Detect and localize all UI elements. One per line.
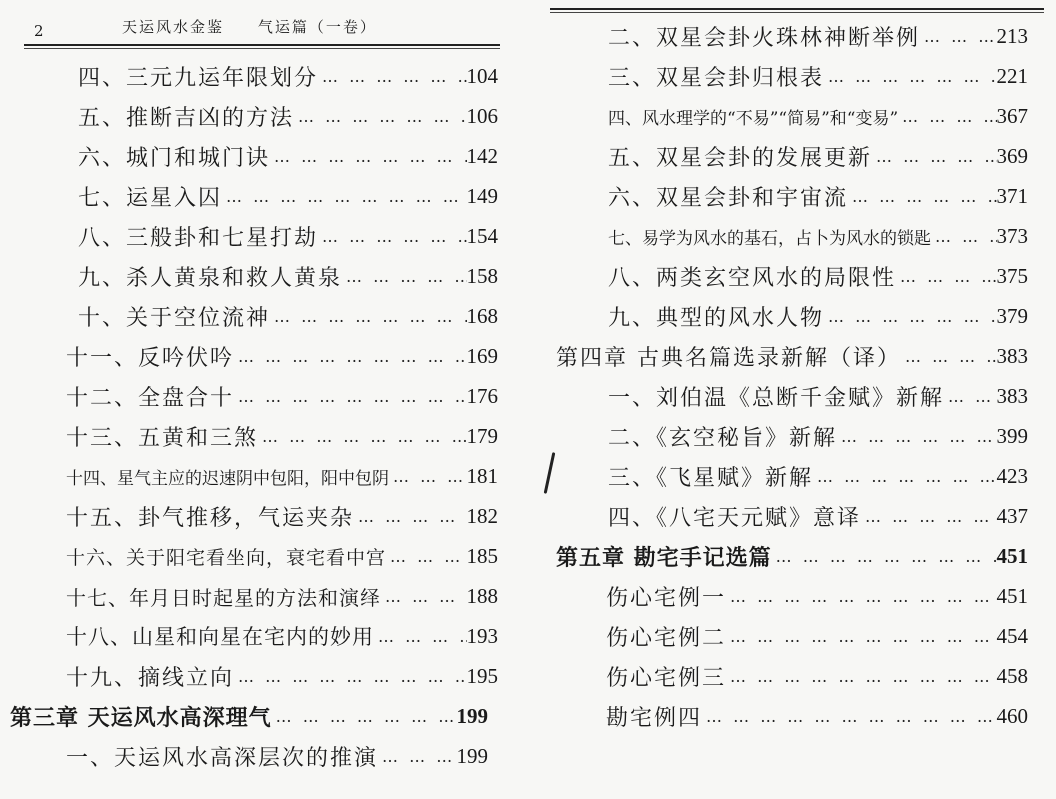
leader-dots xyxy=(381,587,467,606)
leader-dots xyxy=(342,267,466,286)
leader-dots xyxy=(270,147,466,166)
toc-title: 伤心宅例一 xyxy=(606,585,727,611)
toc-page: 454 xyxy=(996,623,1028,648)
leader-dots xyxy=(234,667,466,686)
toc-page: 158 xyxy=(466,263,498,288)
toc-page: 451 xyxy=(996,543,1028,568)
leader-dots xyxy=(896,267,996,286)
toc-page: 193 xyxy=(466,623,498,648)
leader-dots xyxy=(702,707,996,726)
toc-title: 一、天运风水高深层次的推演 xyxy=(66,745,379,771)
toc-page: 168 xyxy=(466,303,498,328)
toc-entry[interactable] xyxy=(66,616,498,656)
toc-entry[interactable] xyxy=(78,296,498,336)
toc-title: 十六、关于阳宅看坐向，衰宅看中宫 xyxy=(66,546,387,569)
toc-chapter[interactable] xyxy=(556,336,1028,376)
header-rule xyxy=(24,44,500,46)
toc-page: 373 xyxy=(996,223,1028,248)
leader-dots xyxy=(726,587,996,606)
leader-dots xyxy=(389,467,467,486)
toc-title: 四、三元九运年限划分 xyxy=(78,65,319,91)
toc-page: 371 xyxy=(996,183,1028,208)
toc-entry[interactable] xyxy=(78,176,498,216)
toc-entry[interactable] xyxy=(78,256,498,296)
toc-page: 185 xyxy=(466,543,498,568)
toc-title: 十一、反吟伏吟 xyxy=(66,345,235,371)
toc-title: 七、运星入囚 xyxy=(78,185,223,211)
toc-title: 第三章 天运风水高深理气 xyxy=(10,704,272,731)
toc-page: 460 xyxy=(996,703,1028,728)
toc-page: 169 xyxy=(466,343,498,368)
toc-title: 十二、全盘合十 xyxy=(66,385,235,411)
toc-entry[interactable] xyxy=(606,656,1028,696)
leader-dots xyxy=(824,307,996,326)
toc-entry[interactable] xyxy=(606,576,1028,616)
toc-entry[interactable] xyxy=(66,736,488,776)
leader-dots xyxy=(272,707,457,726)
toc-title: 九、杀人黄泉和救人黄泉 xyxy=(78,265,343,291)
toc-title: 伤心宅例三 xyxy=(606,665,727,691)
leader-dots xyxy=(824,67,996,86)
toc-page: 423 xyxy=(996,463,1028,488)
toc-page: 182 xyxy=(466,503,498,528)
toc-entry[interactable] xyxy=(66,536,498,576)
toc-title: 十八、山星和向星在宅内的妙用 xyxy=(66,625,374,649)
running-head-title: 天运风水金鉴 气运篇（一卷） xyxy=(122,18,377,36)
toc-title: 十、关于空位流神 xyxy=(78,305,271,331)
toc-entry[interactable] xyxy=(608,216,1028,256)
toc-page: 379 xyxy=(996,303,1028,328)
toc-title: 十三、五黄和三煞 xyxy=(66,425,259,451)
toc-page: 176 xyxy=(466,383,498,408)
toc-title: 五、双星会卦的发展更新 xyxy=(608,145,873,171)
toc-title: 六、城门和城门诀 xyxy=(78,145,271,171)
page-number: 2 xyxy=(34,22,44,40)
toc-page: 199 xyxy=(456,743,488,768)
toc-entry[interactable] xyxy=(606,696,1028,736)
toc-entry[interactable] xyxy=(608,176,1028,216)
leader-dots xyxy=(378,747,456,766)
toc-entry[interactable] xyxy=(66,496,498,536)
toc-title: 伤心宅例二 xyxy=(606,625,727,651)
toc-page: 181 xyxy=(466,463,498,488)
leader-dots xyxy=(901,347,997,366)
toc-title: 第四章 古典名篇选录新解（译） xyxy=(556,345,901,371)
right-page xyxy=(538,0,1056,799)
leader-dots xyxy=(920,27,996,46)
header-rule xyxy=(550,8,1044,10)
toc-page: 195 xyxy=(466,663,498,688)
toc-title: 四、风水理学的“不易”“简易”和“变易” xyxy=(608,108,899,129)
header-rule-thin xyxy=(24,48,500,49)
toc-entry[interactable] xyxy=(78,216,498,256)
leader-dots xyxy=(726,667,996,686)
leader-dots xyxy=(772,547,997,566)
toc-page: 367 xyxy=(996,103,1028,128)
toc-entry[interactable] xyxy=(78,96,498,136)
leader-dots xyxy=(848,187,996,206)
toc-page: 383 xyxy=(996,383,1028,408)
toc-title: 第五章 勘宅手记选篇 xyxy=(556,544,772,571)
toc-page: 437 xyxy=(996,503,1028,528)
toc-entry[interactable] xyxy=(608,136,1028,176)
toc-entry[interactable] xyxy=(608,296,1028,336)
toc-entry[interactable] xyxy=(66,456,498,496)
toc-title: 二、《玄空秘旨》新解 xyxy=(608,425,838,451)
toc-page: 149 xyxy=(466,183,498,208)
toc-entry[interactable] xyxy=(66,416,498,456)
toc-title: 十九、摘线立向 xyxy=(66,665,235,691)
toc-page: 383 xyxy=(996,343,1028,368)
leader-dots xyxy=(294,107,466,126)
toc-page: 199 xyxy=(456,703,488,728)
toc-title: 十五、卦气推移，气运夹杂 xyxy=(66,505,355,531)
leader-dots xyxy=(837,427,996,446)
toc-entry[interactable] xyxy=(608,256,1028,296)
toc-page: 154 xyxy=(466,223,498,248)
leader-dots xyxy=(898,107,996,126)
toc-title: 十四、星气主应的迟速阴中包阳，阳中包阴 xyxy=(66,468,389,489)
toc-page: 188 xyxy=(466,583,498,608)
toc-entry[interactable] xyxy=(606,616,1028,656)
toc-title: 三、双星会卦归根表 xyxy=(608,65,825,91)
toc-title: 十七、年月日时起星的方法和演绎 xyxy=(66,585,381,610)
toc-page: 142 xyxy=(466,143,498,168)
toc-title: 八、两类玄空风水的局限性 xyxy=(608,265,897,291)
toc-entry[interactable] xyxy=(66,336,498,376)
toc-entry[interactable] xyxy=(78,56,498,96)
toc-page: 399 xyxy=(996,423,1028,448)
toc-title: 八、三般卦和七星打劫 xyxy=(78,225,319,251)
leader-dots xyxy=(861,507,996,526)
toc-page: 106 xyxy=(466,103,498,128)
toc-title: 四、《八宅天元赋》意译 xyxy=(608,505,862,531)
left-page xyxy=(0,0,520,799)
toc-entry[interactable] xyxy=(608,56,1028,96)
toc-title: 一、刘伯温《总断千金赋》新解 xyxy=(608,385,945,411)
leader-dots xyxy=(872,147,996,166)
toc-page: 375 xyxy=(996,263,1028,288)
toc-entry[interactable] xyxy=(66,656,498,696)
toc-title: 二、双星会卦火珠林神断举例 xyxy=(608,25,921,51)
leader-dots xyxy=(270,307,466,326)
toc-entry[interactable] xyxy=(66,576,498,616)
toc-page: 179 xyxy=(466,423,498,448)
toc-entry[interactable] xyxy=(78,136,498,176)
toc-title: 九、典型的风水人物 xyxy=(608,305,825,331)
leader-dots xyxy=(726,627,996,646)
toc-title: 三、《飞星赋》新解 xyxy=(608,465,814,491)
leader-dots xyxy=(234,387,466,406)
leader-dots xyxy=(813,467,996,486)
leader-dots xyxy=(931,227,997,246)
toc-title: 六、双星会卦和宇宙流 xyxy=(608,185,849,211)
leader-dots xyxy=(374,627,467,646)
toc-title: 七、易学为风水的基石，占卜为风水的锁匙 xyxy=(608,228,931,249)
toc-entry[interactable] xyxy=(608,96,1028,136)
toc-entry[interactable] xyxy=(66,376,498,416)
toc-entry[interactable] xyxy=(608,16,1028,56)
toc-entry[interactable] xyxy=(608,416,1028,456)
toc-page: 451 xyxy=(996,583,1028,608)
toc-title: 五、推断吉凶的方法 xyxy=(78,105,295,131)
leader-dots xyxy=(258,427,466,446)
toc-entry[interactable] xyxy=(608,496,1028,536)
leader-dots xyxy=(318,227,466,246)
toc-chapter[interactable] xyxy=(10,696,488,736)
leader-dots xyxy=(944,387,996,406)
leader-dots xyxy=(386,547,466,566)
leader-dots xyxy=(354,507,466,526)
toc-entry[interactable] xyxy=(608,376,1028,416)
toc-page: 221 xyxy=(996,63,1028,88)
toc-page: 104 xyxy=(466,63,498,88)
header-rule-thin xyxy=(550,12,1044,13)
leader-dots xyxy=(318,67,466,86)
toc-page: 213 xyxy=(996,23,1028,48)
toc-page: 369 xyxy=(996,143,1028,168)
toc-page: 458 xyxy=(996,663,1028,688)
leader-dots xyxy=(234,347,466,366)
toc-chapter[interactable] xyxy=(556,536,1028,576)
toc-entry[interactable] xyxy=(608,456,1028,496)
toc-title: 勘宅例四 xyxy=(606,705,703,731)
leader-dots xyxy=(222,187,466,206)
